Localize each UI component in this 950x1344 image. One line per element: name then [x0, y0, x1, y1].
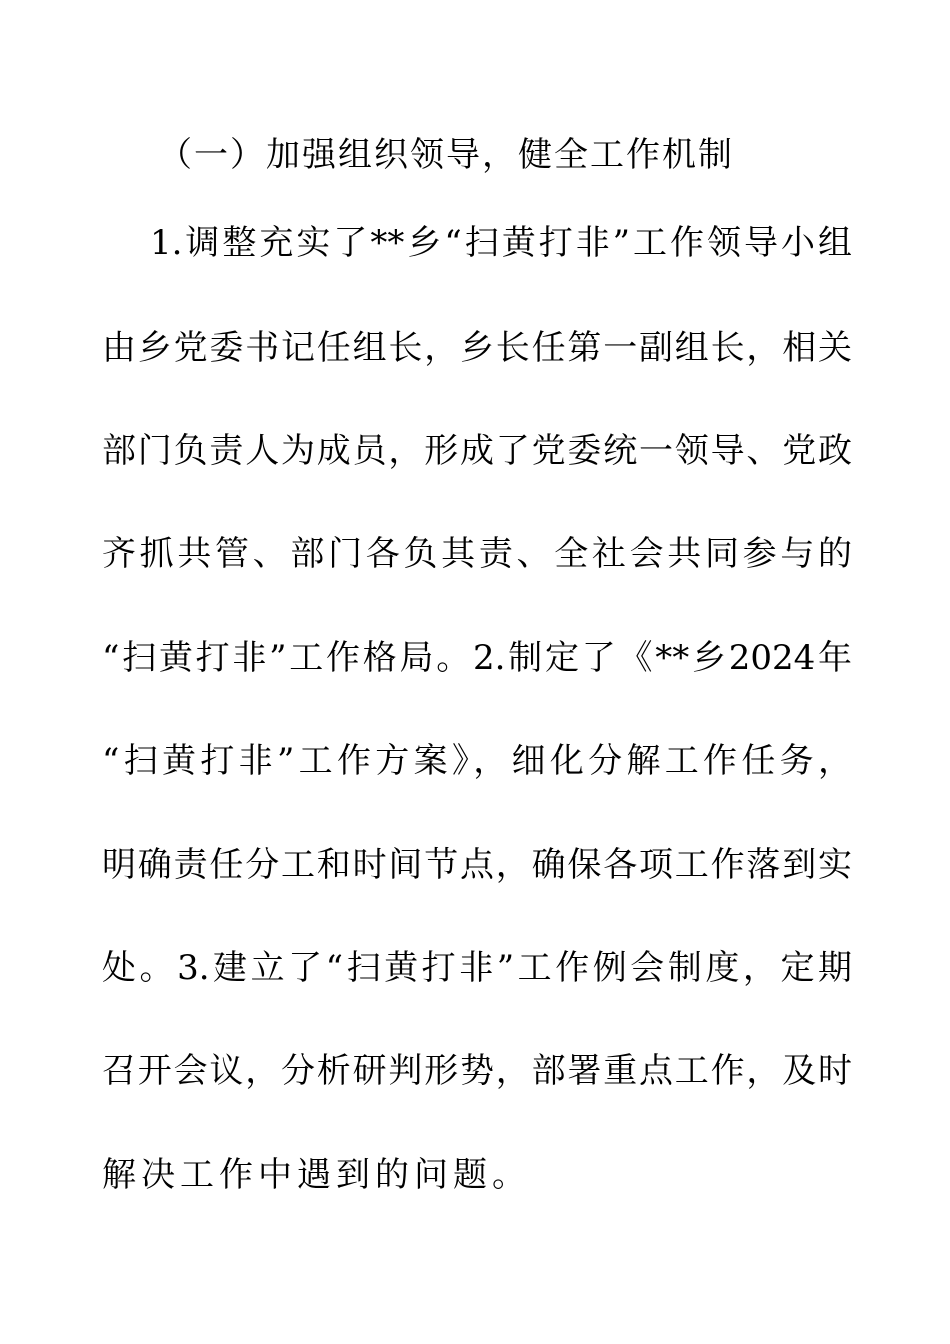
paragraph-line: 处。3.建立了“扫黄打非”工作例会制度，定期 [102, 948, 852, 988]
paragraph-line: 召开会议，分析研判形势，部署重点工作，及时 [102, 1051, 852, 1091]
section-heading: （一）加强组织领导，健全工作机制 [158, 135, 734, 175]
paragraph-line: 明确责任分工和时间节点，确保各项工作落到实 [102, 845, 852, 885]
paragraph-line: 由乡党委书记任组长，乡长任第一副组长，相关 [102, 328, 852, 368]
paragraph-line: 部门负责人为成员，形成了党委统一领导、党政 [102, 431, 852, 471]
paragraph-line: 1.调整充实了**乡“扫黄打非”工作领导小组 [150, 223, 852, 263]
paragraph-line: “扫黄打非”工作方案》，细化分解工作任务， [102, 741, 852, 781]
paragraph-line: 解决工作中遇到的问题。 [102, 1155, 531, 1195]
paragraph-line: 齐抓共管、部门各负其责、全社会共同参与的 [102, 534, 852, 574]
paragraph-line: “扫黄打非”工作格局。2.制定了《**乡2024年 [102, 638, 852, 678]
